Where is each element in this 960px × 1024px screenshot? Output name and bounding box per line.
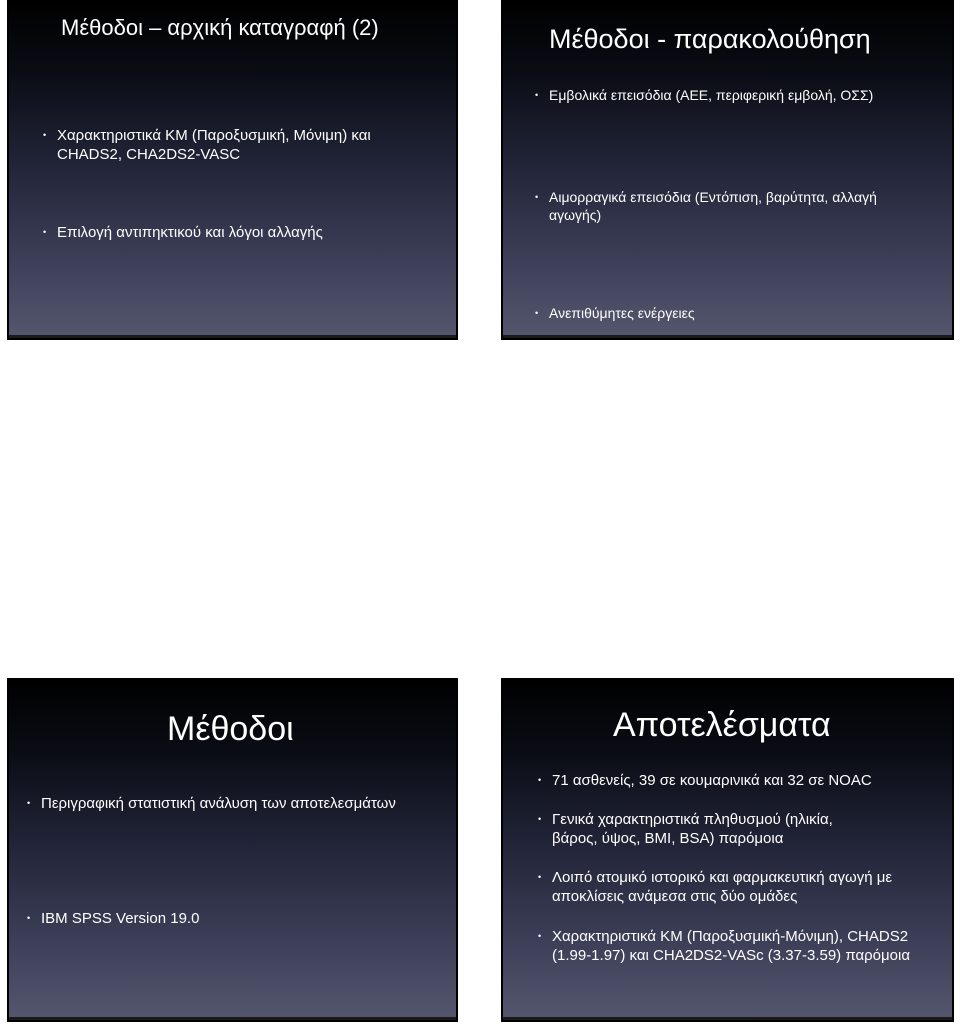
bullet-item (538, 868, 924, 906)
bullet-icon: • (538, 775, 542, 785)
bullet-text: Χαρακτηριστικά ΚΜ (Παροξυσμική-Μόνιμη), CHADS2 (1.99-1.97) και CHA2DS2-VASc (3.37-3.59) παρόμοια (552, 928, 911, 964)
bullet-item (538, 810, 882, 848)
bullet-icon: • (538, 931, 542, 941)
slide-methods-followup (501, 0, 954, 340)
bullet-text: Γενικά χαρακτηριστικά πληθυσμού (ηλικία, βάρος, ύψος, BMI, BSA) παρόμοια (552, 811, 833, 847)
bullet-text: 71 ασθενείς, 39 σε κουμαρινικά και 32 σε NOAC (552, 772, 872, 789)
bullet-item (27, 909, 441, 928)
bullet-item (538, 927, 914, 965)
slide-title: Αποτελέσματα (613, 706, 831, 744)
bullet-icon: • (538, 814, 542, 824)
bullet-text: Αιμορραγικά επεισόδια (Εντόπιση, βαρύτητα, αλλαγή αγωγής) (549, 189, 877, 223)
bullet-item (535, 304, 879, 323)
bullet-icon: • (27, 798, 31, 808)
bullet-item (27, 794, 451, 813)
bullet-icon: • (538, 872, 542, 882)
slide-methods-statistics (7, 678, 458, 1022)
bullet-item (535, 188, 879, 224)
bullet-text: Ανεπιθύμητες ενέργειες (549, 305, 695, 321)
bullet-icon: • (535, 192, 539, 202)
bullet-item (43, 223, 437, 242)
bullet-icon: • (43, 130, 47, 140)
bullet-text: Λοιπό ατομικό ιστορικό και φαρμακευτική αγωγή με αποκλίσεις ανάμεσα στις δύο ομάδες (552, 869, 893, 905)
slide-results (501, 678, 954, 1022)
bullet-icon: • (43, 227, 47, 237)
bullet-text: Επιλογή αντιπηκτικού και λόγοι αλλαγής (57, 224, 323, 241)
slide-title: Μέθοδοι - παρακολούθηση (549, 24, 871, 54)
bullet-icon: • (27, 913, 31, 923)
bullet-text: Εμβολικά επεισόδια (ΑΕΕ, περιφερική εμβολή, ΟΣΣ) (549, 87, 874, 103)
bullet-text: IBM SPSS Version 19.0 (41, 910, 200, 927)
bullet-item (538, 771, 932, 790)
bullet-icon: • (535, 308, 539, 318)
slide-title: Μέθοδοι – αρχική καταγραφή (2) (61, 15, 379, 40)
bullet-icon: • (535, 90, 539, 100)
bullet-text: Περιγραφική στατιστική ανάλυση των αποτελεσμάτων (41, 795, 396, 812)
bullet-text: Χαρακτηριστικά ΚΜ (Παροξυσμική, Μόνιμη) και CHADS2, CHA2DS2-VASC (57, 127, 371, 163)
slide-title: Μέθοδοι (167, 710, 294, 748)
bullet-item (535, 86, 939, 105)
bullet-item (43, 126, 417, 164)
slide-methods-baseline (7, 0, 458, 340)
